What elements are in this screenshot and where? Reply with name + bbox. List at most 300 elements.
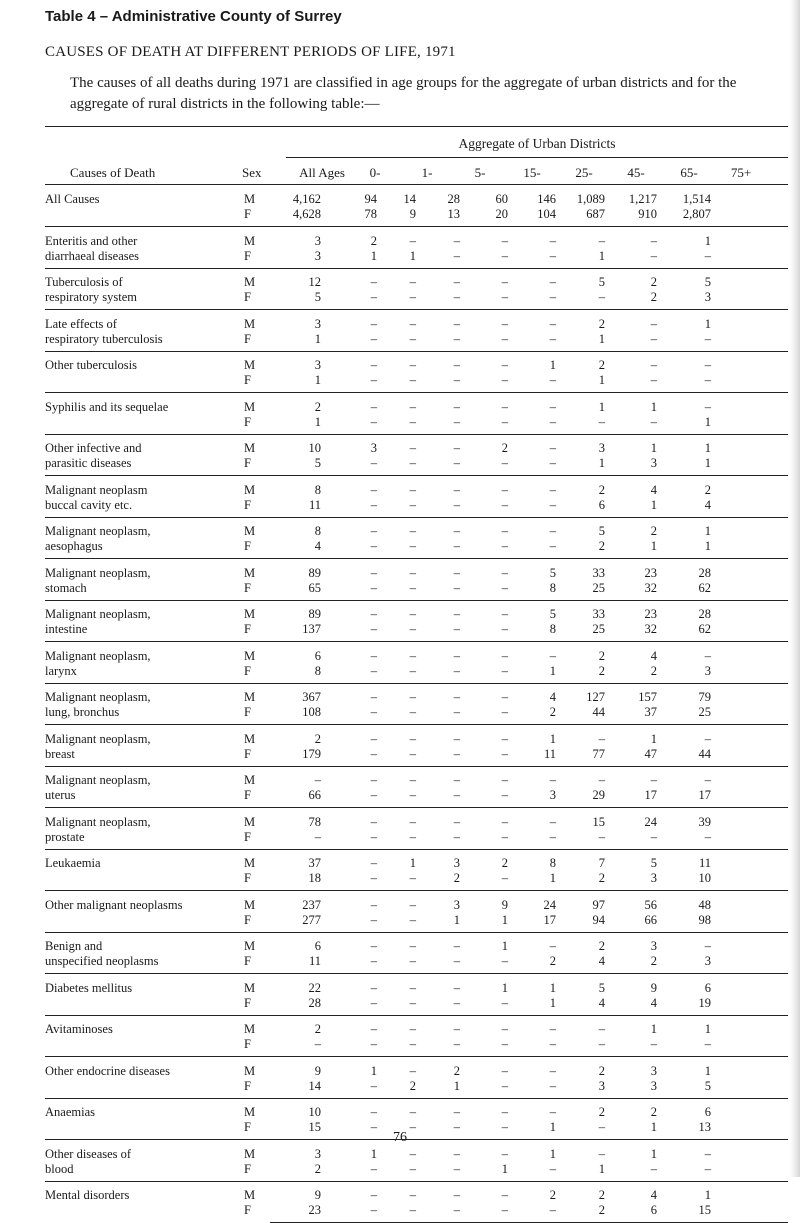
data-cell: 8 (549, 856, 556, 870)
data-cell: – (409, 814, 416, 829)
sex-label: F (244, 995, 251, 1010)
data-cell: – (453, 399, 460, 414)
data-cell: – (409, 358, 416, 372)
sex-label: M (244, 731, 256, 746)
sex-label: F (244, 497, 251, 512)
data-cell: 48 (698, 897, 711, 912)
row-divider (45, 558, 788, 559)
data-cell: – (598, 1120, 605, 1134)
data-cell: 277 (302, 912, 321, 927)
data-cell: 94 (592, 912, 605, 927)
data-cell: – (501, 1022, 508, 1036)
data-cell: 1 (650, 399, 657, 414)
data-cell: – (453, 746, 460, 761)
data-cell: 13 (447, 207, 460, 221)
data-cell: – (598, 290, 605, 304)
data-cell: – (549, 316, 556, 331)
header-age-7: 65- (680, 165, 698, 180)
data-cell: 6 (650, 1203, 657, 1217)
row-divider (45, 1015, 788, 1016)
data-cell: 2 (549, 705, 556, 719)
data-cell: 4 (650, 482, 657, 497)
sex-label: F (244, 954, 251, 968)
data-cell: – (453, 497, 460, 512)
data-cell: – (501, 995, 508, 1010)
cause-label: Other malignant neoplasms (45, 897, 183, 912)
data-cell: 5 (650, 856, 657, 870)
row-divider (45, 434, 788, 435)
data-cell: – (370, 275, 377, 289)
data-cell: – (501, 788, 508, 802)
data-cell: 2 (598, 1188, 605, 1202)
data-cell: 2 (598, 358, 605, 372)
data-cell: – (501, 316, 508, 331)
data-cell: – (453, 441, 460, 455)
data-cell: 2 (549, 1188, 556, 1202)
data-cell: – (501, 373, 508, 387)
data-cell: 24 (543, 897, 556, 912)
data-cell: – (453, 1120, 460, 1134)
data-cell: 1 (314, 414, 321, 429)
data-cell: 179 (302, 746, 321, 761)
data-cell: – (598, 773, 605, 787)
data-cell: – (501, 690, 508, 704)
data-cell: 33 (592, 565, 605, 580)
data-cell: – (409, 622, 416, 636)
data-cell: 1 (704, 414, 711, 429)
data-cell: 6 (704, 980, 711, 995)
data-cell: – (409, 788, 416, 802)
cause-label: Diabetes mellitus (45, 980, 133, 995)
row-divider (45, 890, 788, 891)
data-cell: 11 (543, 746, 556, 761)
data-cell: 3 (314, 316, 321, 331)
data-cell: 137 (302, 622, 321, 636)
data-cell: 687 (586, 207, 605, 221)
data-cell: 89 (308, 607, 321, 621)
data-cell: – (650, 233, 657, 248)
cause-label: uterus (45, 788, 76, 802)
data-cell: – (453, 414, 460, 429)
cause-label: Syphilis and its sequelae (45, 399, 169, 414)
data-cell: – (409, 539, 416, 553)
data-cell: 56 (644, 897, 657, 912)
data-cell: – (549, 829, 556, 844)
data-cell: 5 (549, 607, 556, 621)
data-cell: – (409, 524, 416, 538)
sex-label: F (244, 1120, 251, 1134)
data-cell: – (409, 705, 416, 719)
data-cell: – (453, 316, 460, 331)
data-cell: – (650, 414, 657, 429)
data-cell: – (501, 1037, 508, 1051)
data-cell: – (453, 731, 460, 746)
data-cell: 1 (598, 1161, 605, 1176)
data-cell: 1 (549, 663, 556, 678)
data-cell: 1 (704, 456, 711, 470)
data-cell: – (370, 456, 377, 470)
data-cell: 15 (698, 1203, 711, 1217)
data-cell: – (598, 731, 605, 746)
aggregate-rule (286, 157, 788, 158)
data-cell: – (549, 482, 556, 497)
data-cell: – (370, 1037, 377, 1051)
data-cell: – (650, 316, 657, 331)
data-cell: 66 (644, 912, 657, 927)
data-cell: – (370, 399, 377, 414)
data-cell: 3 (314, 358, 321, 372)
sex-label: M (244, 1188, 256, 1202)
data-cell: – (453, 373, 460, 387)
data-cell: – (370, 1120, 377, 1134)
data-cell: – (501, 233, 508, 248)
data-cell: 3 (370, 441, 377, 455)
data-cell: – (453, 248, 460, 263)
data-cell: 98 (698, 912, 711, 927)
row-divider (45, 475, 788, 476)
data-cell: 1 (598, 399, 605, 414)
data-cell: – (650, 248, 657, 263)
data-cell: – (409, 912, 416, 927)
data-cell: 2 (453, 1063, 460, 1078)
data-cell: 1 (650, 497, 657, 512)
data-cell: 1 (704, 539, 711, 553)
data-cell: 1 (549, 995, 556, 1010)
data-cell: 2 (370, 233, 377, 248)
data-cell: – (704, 648, 711, 663)
sex-label: M (244, 441, 256, 455)
data-cell: – (370, 939, 377, 953)
data-cell: – (370, 648, 377, 663)
data-cell: 9 (650, 980, 657, 995)
data-cell: 4 (314, 539, 321, 553)
data-cell: 2 (650, 1105, 657, 1119)
data-cell: 25 (592, 622, 605, 636)
data-cell: – (409, 275, 416, 289)
data-cell: 1 (704, 316, 711, 331)
data-cell: – (370, 539, 377, 553)
sex-label: F (244, 456, 251, 470)
data-cell: 2 (598, 482, 605, 497)
sex-label: F (244, 788, 251, 802)
cause-label: Mental disorders (45, 1188, 130, 1202)
data-cell: – (549, 248, 556, 263)
data-cell: 157 (638, 690, 657, 704)
data-cell: 1,514 (682, 192, 711, 206)
data-cell: – (370, 482, 377, 497)
data-cell: – (501, 1120, 508, 1134)
data-cell: 9 (314, 1063, 321, 1078)
data-cell: 367 (302, 690, 321, 704)
data-cell: – (453, 995, 460, 1010)
data-cell: – (370, 358, 377, 372)
data-cell: 17 (543, 912, 556, 927)
data-cell: – (549, 1022, 556, 1036)
sex-label: F (244, 1078, 251, 1093)
data-cell: 2 (598, 1203, 605, 1217)
data-cell: 5 (598, 524, 605, 538)
sex-label: M (244, 1105, 256, 1119)
data-cell: – (409, 290, 416, 304)
data-cell: – (409, 456, 416, 470)
data-cell: 62 (698, 580, 711, 595)
cause-label: Other endocrine diseases (45, 1063, 170, 1078)
sex-label: M (244, 1146, 256, 1161)
header-age-4: 15- (523, 165, 541, 180)
intro-paragraph: The causes of all deaths during 1971 are classified in age groups for the aggregate of urban districts and for the aggregate of rural districts in the following table:— (70, 75, 737, 112)
data-cell: – (409, 1037, 416, 1051)
data-cell: 7 (598, 856, 605, 870)
sex-label: M (244, 275, 256, 289)
data-cell: 1 (598, 456, 605, 470)
sex-label: F (244, 663, 251, 678)
data-cell: 11 (308, 954, 321, 968)
table-top-rule (45, 126, 788, 127)
data-cell: – (453, 788, 460, 802)
data-cell: 3 (650, 871, 657, 885)
header-age-0: All Ages (299, 165, 345, 180)
data-cell: – (704, 358, 711, 372)
data-cell: – (453, 482, 460, 497)
row-divider (45, 517, 788, 518)
cause-label: breast (45, 746, 75, 761)
data-cell: 1 (704, 1063, 711, 1078)
data-cell: 8 (314, 663, 321, 678)
data-cell: – (453, 705, 460, 719)
data-cell: – (370, 331, 377, 346)
data-cell: 9 (409, 207, 416, 221)
sex-label: F (244, 373, 251, 387)
data-cell: – (370, 663, 377, 678)
data-cell: – (409, 441, 416, 455)
data-cell: 1 (370, 248, 377, 263)
sex-label: F (244, 871, 251, 885)
data-cell: – (501, 539, 508, 553)
data-cell: – (409, 482, 416, 497)
data-cell: – (453, 829, 460, 844)
cause-label: Malignant neoplasm, (45, 607, 151, 621)
data-cell: 23 (644, 565, 657, 580)
data-cell: 15 (592, 814, 605, 829)
data-cell: 3 (704, 663, 711, 678)
data-cell: 1 (549, 980, 556, 995)
data-cell: 4,162 (292, 192, 321, 206)
data-cell: – (409, 897, 416, 912)
sex-label: M (244, 399, 256, 414)
data-cell: – (598, 233, 605, 248)
data-cell: – (549, 441, 556, 455)
cause-label: Malignant neoplasm (45, 482, 148, 497)
table-title: Table 4 – Administrative County of Surrey (45, 8, 342, 25)
data-cell: – (549, 1161, 556, 1176)
data-cell: – (704, 731, 711, 746)
data-cell: 8 (314, 482, 321, 497)
data-cell: – (501, 814, 508, 829)
data-cell: – (549, 275, 556, 289)
data-cell: – (453, 233, 460, 248)
data-cell: 2 (314, 399, 321, 414)
cause-label: Malignant neoplasm, (45, 690, 151, 704)
page-number: 76 (393, 1130, 407, 1145)
cause-label: All Causes (45, 192, 100, 206)
data-cell: – (704, 939, 711, 953)
data-cell: – (704, 1146, 711, 1161)
data-cell: 25 (592, 580, 605, 595)
row-divider (45, 807, 788, 808)
cause-label: lung, bronchus (45, 705, 120, 719)
data-cell: – (501, 248, 508, 263)
cause-label: aesophagus (45, 539, 103, 553)
cause-label: Tuberculosis of (45, 275, 123, 289)
data-cell: 1 (549, 358, 556, 372)
data-cell: – (704, 331, 711, 346)
data-cell: 10 (308, 1105, 321, 1119)
data-cell: 3 (453, 856, 460, 870)
data-cell: – (314, 773, 321, 787)
data-cell: 1 (704, 1022, 711, 1036)
sex-label: F (244, 912, 251, 927)
data-cell: 32 (644, 580, 657, 595)
cause-label: Avitaminoses (45, 1022, 113, 1036)
data-cell: 47 (644, 746, 657, 761)
data-cell: 5 (598, 275, 605, 289)
data-cell: – (409, 980, 416, 995)
data-cell: 104 (537, 207, 556, 221)
sex-label: M (244, 648, 256, 663)
cause-label: Malignant neoplasm, (45, 731, 151, 746)
data-cell: 2 (598, 1063, 605, 1078)
data-cell: 1 (650, 441, 657, 455)
data-cell: 910 (638, 207, 657, 221)
data-cell: 28 (308, 995, 321, 1010)
sex-label: M (244, 856, 256, 870)
data-cell: – (409, 954, 416, 968)
data-cell: – (704, 829, 711, 844)
data-cell: – (370, 814, 377, 829)
data-cell: 1 (549, 731, 556, 746)
data-cell: – (453, 690, 460, 704)
data-cell: 25 (698, 705, 711, 719)
data-cell: 1 (370, 1146, 377, 1161)
data-cell: – (501, 871, 508, 885)
data-cell: – (704, 373, 711, 387)
data-cell: – (704, 248, 711, 263)
cause-label: Leukaemia (45, 856, 101, 870)
data-cell: – (370, 373, 377, 387)
row-divider (45, 641, 788, 642)
data-cell: – (598, 1146, 605, 1161)
data-cell: – (501, 497, 508, 512)
data-cell: – (650, 829, 657, 844)
data-cell: 1 (704, 233, 711, 248)
data-cell: – (370, 1161, 377, 1176)
data-cell: – (501, 954, 508, 968)
row-divider (45, 1098, 788, 1099)
row-divider (45, 226, 788, 227)
cause-label: Late effects of (45, 316, 117, 331)
data-cell: 65 (308, 580, 321, 595)
cause-label: Malignant neoplasm, (45, 648, 151, 663)
data-cell: 4 (598, 954, 605, 968)
data-cell: – (370, 497, 377, 512)
data-cell: 8 (549, 622, 556, 636)
sex-label: M (244, 192, 256, 206)
data-cell: 2 (650, 663, 657, 678)
data-cell: 11 (698, 856, 711, 870)
data-cell: – (501, 622, 508, 636)
data-cell: 1 (598, 373, 605, 387)
data-cell: 78 (308, 814, 321, 829)
data-cell: 28 (447, 192, 460, 206)
data-cell: – (409, 939, 416, 953)
sex-label: F (244, 207, 251, 221)
data-cell: – (650, 1037, 657, 1051)
cause-label: Malignant neoplasm, (45, 773, 151, 787)
data-cell: 37 (644, 705, 657, 719)
cause-label: Malignant neoplasm, (45, 814, 151, 829)
data-cell: – (409, 1063, 416, 1078)
sex-label: M (244, 980, 256, 995)
data-cell: – (704, 773, 711, 787)
data-cell: – (453, 663, 460, 678)
data-cell: 28 (698, 565, 711, 580)
data-cell: – (453, 456, 460, 470)
data-cell: 1 (650, 539, 657, 553)
sex-label: F (244, 829, 251, 844)
data-cell: 2 (598, 648, 605, 663)
data-cell: 2 (650, 290, 657, 304)
cause-label: Anaemias (45, 1105, 95, 1119)
data-cell: 5 (704, 275, 711, 289)
data-cell: – (409, 414, 416, 429)
data-cell: – (453, 290, 460, 304)
data-cell: – (370, 607, 377, 621)
cause-label: intestine (45, 622, 88, 636)
data-cell: 1 (650, 1146, 657, 1161)
data-cell: 3 (598, 1078, 605, 1093)
sex-label: F (244, 705, 251, 719)
data-cell: 3 (650, 1078, 657, 1093)
data-cell: – (370, 524, 377, 538)
data-cell: – (370, 773, 377, 787)
data-cell: 237 (302, 897, 321, 912)
data-cell: – (549, 497, 556, 512)
data-cell: 94 (364, 192, 377, 206)
data-cell: 2 (650, 275, 657, 289)
data-cell: 62 (698, 622, 711, 636)
data-cell: 23 (308, 1203, 321, 1217)
data-cell: 14 (403, 192, 416, 206)
data-cell: – (370, 1022, 377, 1036)
data-cell: 12 (308, 275, 321, 289)
data-cell: – (409, 580, 416, 595)
data-cell: 6 (314, 648, 321, 663)
data-cell: 6 (704, 1105, 711, 1119)
data-cell: 1 (409, 248, 416, 263)
sex-label: M (244, 690, 256, 704)
row-divider (45, 973, 788, 974)
data-cell: – (370, 829, 377, 844)
data-cell: – (704, 1161, 711, 1176)
data-cell: – (370, 1105, 377, 1119)
data-cell: – (453, 622, 460, 636)
data-cell: – (370, 731, 377, 746)
sex-label: M (244, 939, 256, 953)
data-cell: – (409, 829, 416, 844)
sex-label: F (244, 1037, 251, 1051)
sex-label: F (244, 248, 251, 263)
data-cell: – (370, 690, 377, 704)
